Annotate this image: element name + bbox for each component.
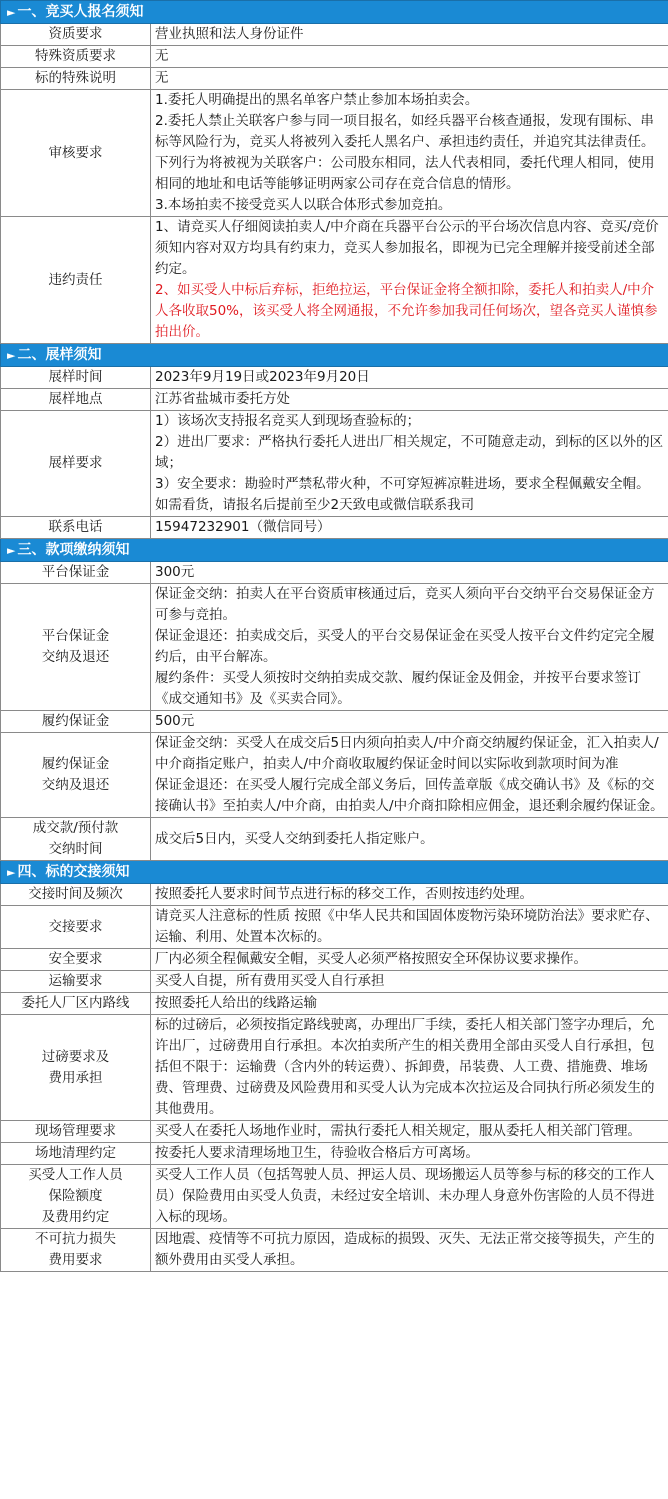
table-row — [1, 68, 668, 90]
row-value-line: 买受人自提，所有费用买受人自行承担 — [155, 973, 385, 989]
row-value — [151, 24, 668, 46]
row-label-line: 委托人厂区内路线 — [21, 995, 130, 1011]
row-value-line: 保证金交纳：拍卖人在平台资质审核通过后，竞买人须向平台交纳平台交易保证金方可参与竞拍。 — [155, 586, 655, 623]
row-label — [1, 733, 151, 818]
row-value-line: 2）进出厂要求：严格执行委托人进出厂相关规定，不可随意走动，到标的区以外的区域； — [155, 434, 664, 471]
row-label — [1, 90, 151, 217]
row-value-line: 500元 — [155, 713, 195, 729]
row-value-line: 300元 — [155, 564, 195, 580]
row-label — [1, 971, 151, 993]
section-title-text: 四、标的交接须知 — [17, 863, 130, 880]
row-label-line: 标的特殊说明 — [35, 70, 116, 86]
row-label — [1, 389, 151, 411]
row-value-line: 厂内必须全程佩戴安全帽，买受人必须严格按照安全环保协议要求操作。 — [155, 951, 587, 967]
table-row — [1, 1121, 668, 1143]
row-value-line: 1.委托人明确提出的黑名单客户禁止参加本场拍卖会。 — [155, 92, 479, 108]
row-value-line: 标的过磅后，必须按指定路线驶离，办理出厂手续，委托人相关部门签字办理后，允许出厂，过磅费用自行承担。本次拍卖所产生的相关费用全部由买受人自行承担，包括但不限于：运输费（含内外的转运费）、拆卸费，吊装费、人工费、措施费、堆场费、管理费、过磅费及风险费用和买受人认为完成本次拉运及合同执行所必须发生的其他费用。 — [155, 1017, 655, 1117]
row-label-line: 展样时间 — [48, 369, 103, 385]
table-row — [1, 217, 668, 344]
row-label-line: 平台保证金 — [41, 564, 110, 580]
row-label — [1, 711, 151, 733]
table-row — [1, 1143, 668, 1165]
row-value-line: 按照委托人给出的线路运输 — [155, 995, 317, 1011]
row-label-line: 及费用约定 — [41, 1209, 110, 1225]
row-value-line: 买受人工作人员（包括驾驶人员、押运人员、现场搬运人员等参与标的移交的工作人员）保险费用由买受人负责，未经过安全培训、未办理人身意外伤害险的人员不得进入标的现场。 — [155, 1167, 655, 1225]
row-value — [151, 949, 668, 971]
row-value — [151, 584, 668, 711]
row-label-line: 资质要求 — [48, 26, 103, 42]
row-value — [151, 68, 668, 90]
row-value — [151, 1165, 668, 1229]
section-title — [1, 344, 668, 367]
row-label-line: 交接时间及频次 — [28, 886, 123, 902]
row-label — [1, 517, 151, 539]
section-header — [1, 861, 668, 884]
table-row — [1, 733, 668, 818]
row-value-line: 按照委托人要求时间节点进行标的移交工作，否则按违约处理。 — [155, 886, 533, 902]
row-label-line: 过磅要求及 — [41, 1048, 110, 1065]
row-label — [1, 217, 151, 344]
section-title-text: 一、竞买人报名须知 — [17, 3, 144, 20]
table-row — [1, 517, 668, 539]
row-value — [151, 1229, 668, 1272]
row-label-line: 交纳时间 — [48, 841, 103, 857]
row-value-line: 1、请竞买人仔细阅读拍卖人/中介商在兵器平台公示的平台场次信息内容、竞买/竞价须知内容对双方均具有约束力，竞买人参加报名，即视为已完全理解并接受前述全部约定。 — [155, 219, 659, 277]
row-label-line: 成交款/预付款 — [32, 820, 119, 836]
section-title-text: 二、展样须知 — [17, 346, 102, 363]
row-label-line: 保险额度 — [48, 1188, 103, 1204]
row-label-line: 履约保证金 — [41, 756, 110, 772]
section-title — [1, 861, 668, 884]
row-label — [1, 68, 151, 90]
table-row — [1, 411, 668, 517]
row-label — [1, 411, 151, 517]
row-label-line: 特殊资质要求 — [35, 48, 116, 64]
table-row — [1, 24, 668, 46]
triangle-bullet-icon: ► — [7, 5, 16, 19]
row-label-line: 违约责任 — [48, 271, 103, 288]
row-value-line: 1）该场次支持报名竞买人到现场查验标的； — [155, 413, 421, 429]
table-row — [1, 906, 668, 949]
row-label-line: 交纳及退还 — [41, 649, 110, 665]
row-value — [151, 906, 668, 949]
table-row — [1, 993, 668, 1015]
row-value-line: 因地震、疫情等不可抗力原因，造成标的损毁、灭失、无法正常交接等损失，产生的额外费用由买受人承担。 — [155, 1231, 655, 1268]
section-title — [1, 539, 668, 562]
section-header — [1, 539, 668, 562]
row-label-line: 费用要求 — [48, 1252, 103, 1268]
row-label — [1, 949, 151, 971]
row-value — [151, 217, 668, 344]
row-label — [1, 1143, 151, 1165]
row-value — [151, 971, 668, 993]
row-value-line: 2023年9月19日或2023年9月20日 — [155, 369, 370, 385]
row-label-line: 运输要求 — [48, 973, 103, 989]
row-value — [151, 993, 668, 1015]
row-value — [151, 562, 668, 584]
row-value-line: 3.本场拍卖不接受竞买人以联合体形式参加竞拍。 — [155, 197, 452, 213]
notice-table-body — [1, 1, 668, 1272]
section-title — [1, 1, 668, 24]
row-value — [151, 367, 668, 389]
table-row — [1, 562, 668, 584]
row-label-line: 安全要求 — [48, 951, 103, 967]
section-header — [1, 344, 668, 367]
triangle-bullet-icon: ► — [7, 865, 16, 879]
row-label-line: 买受人工作人员 — [28, 1167, 123, 1183]
section-title-text: 三、款项缴纳须知 — [17, 541, 130, 558]
row-value — [151, 389, 668, 411]
row-value-line: 无 — [155, 70, 169, 86]
row-label-line: 平台保证金 — [41, 628, 110, 644]
row-label — [1, 906, 151, 949]
row-label — [1, 24, 151, 46]
row-label — [1, 884, 151, 906]
row-value-line: 保证金退还：在买受人履行完成全部义务后，回传盖章版《成交确认书》及《标的交接确认书》至拍卖人/中介商，由拍卖人/中介商扣除相应佣金，退还剩余履约保证金。 — [155, 777, 664, 814]
row-label — [1, 1229, 151, 1272]
row-value — [151, 1121, 668, 1143]
row-label — [1, 1165, 151, 1229]
row-value-line: 如需看货，请报名后提前至少2天致电或微信联系我司 — [155, 497, 475, 513]
row-value-line: 保证金交纳：买受人在成交后5日内须向拍卖人/中介商交纳履约保证金，汇入拍卖人/中介商指定账户，拍卖人/中介商收取履约保证金时间以实际收到款项时间为准 — [155, 735, 659, 772]
row-value-line: 无 — [155, 48, 169, 64]
table-row — [1, 711, 668, 733]
row-value-line: 3）安全要求：勘验时严禁私带火种，不可穿短裤凉鞋进场，要求全程佩戴安全帽。 — [155, 476, 650, 492]
row-value — [151, 517, 668, 539]
row-value-line: 按委托人要求清理场地卫生，待验收合格后方可离场。 — [155, 1145, 479, 1161]
row-label-line: 展样要求 — [48, 455, 103, 471]
warning-text: 2、如买受人中标后弃标，拒绝拉运，平台保证金将全额扣除，委托人和拍卖人/中介人各收取50%，该买受人将全网通报，不允许参加我司任何场次，望各竞买人谨慎参拍出价。 — [155, 282, 658, 340]
row-value-line: 买受人在委托人场地作业时，需执行委托人相关规定，服从委托人相关部门管理。 — [155, 1123, 641, 1139]
table-row — [1, 949, 668, 971]
row-value-line: 请竞买人注意标的性质 按照《中华人民共和国固体废物污染环境防治法》要求贮存、运输、利用、处置本次标的。 — [155, 908, 659, 945]
row-value — [151, 411, 668, 517]
row-label-line: 费用承担 — [48, 1069, 103, 1086]
section-header — [1, 1, 668, 24]
row-label-line: 审核要求 — [48, 144, 103, 161]
table-row — [1, 1165, 668, 1229]
row-label — [1, 562, 151, 584]
row-label-line: 交纳及退还 — [41, 777, 110, 793]
row-value-line: 保证金退还：拍卖成交后，买受人的平台交易保证金在买受人按平台文件约定完全履约后，由平台解冻。 — [155, 628, 655, 665]
table-row — [1, 46, 668, 68]
row-value — [151, 884, 668, 906]
row-label — [1, 367, 151, 389]
table-row — [1, 389, 668, 411]
row-value-line: 2.委托人禁止关联客户参与同一项目报名，如经兵器平台核查通报，发现有围标、串标等风险行为，竞买人将被列入委托人黑名户、承担违约责任，并追究其法律责任。下列行为将被视为关联客户：公司股东相同，法人代表相同，委托代理人相同，使用相同的地址和电话等能够证明两家公司存在竞合信息的情形。 — [155, 113, 655, 192]
row-label-line: 不可抗力损失 — [35, 1231, 116, 1247]
row-value-line: 成交后5日内，买受人交纳到委托人指定账户。 — [155, 830, 434, 847]
row-value — [151, 818, 668, 861]
row-label-line: 展样地点 — [48, 391, 103, 407]
row-value-line: 履约条件：买受人须按时交纳拍卖成交款、履约保证金及佣金，并按平台要求签订《成交通知书》及《买卖合同》。 — [155, 670, 641, 707]
row-label — [1, 818, 151, 861]
table-row — [1, 1229, 668, 1272]
table-row — [1, 90, 668, 217]
table-row — [1, 584, 668, 711]
row-label — [1, 993, 151, 1015]
table-row — [1, 818, 668, 861]
row-label-line: 履约保证金 — [41, 713, 110, 729]
triangle-bullet-icon: ► — [7, 348, 16, 362]
row-label — [1, 1015, 151, 1121]
triangle-bullet-icon: ► — [7, 543, 16, 557]
row-value — [151, 1015, 668, 1121]
row-label-line: 交接要求 — [48, 918, 103, 935]
row-label — [1, 584, 151, 711]
row-value-line: 营业执照和法人身份证件 — [155, 26, 304, 42]
table-row — [1, 1015, 668, 1121]
row-value-line: 江苏省盐城市委托方处 — [155, 391, 290, 407]
row-label-line: 联系电话 — [48, 519, 103, 535]
row-value — [151, 711, 668, 733]
table-row — [1, 367, 668, 389]
row-label — [1, 46, 151, 68]
table-row — [1, 884, 668, 906]
row-label — [1, 1121, 151, 1143]
row-label-line: 现场管理要求 — [35, 1123, 116, 1139]
row-value-line: 15947232901（微信同号） — [155, 519, 331, 535]
row-value — [151, 90, 668, 217]
row-value — [151, 1143, 668, 1165]
row-value — [151, 733, 668, 818]
row-label-line: 场地清理约定 — [35, 1145, 116, 1161]
row-value — [151, 46, 668, 68]
table-row — [1, 971, 668, 993]
